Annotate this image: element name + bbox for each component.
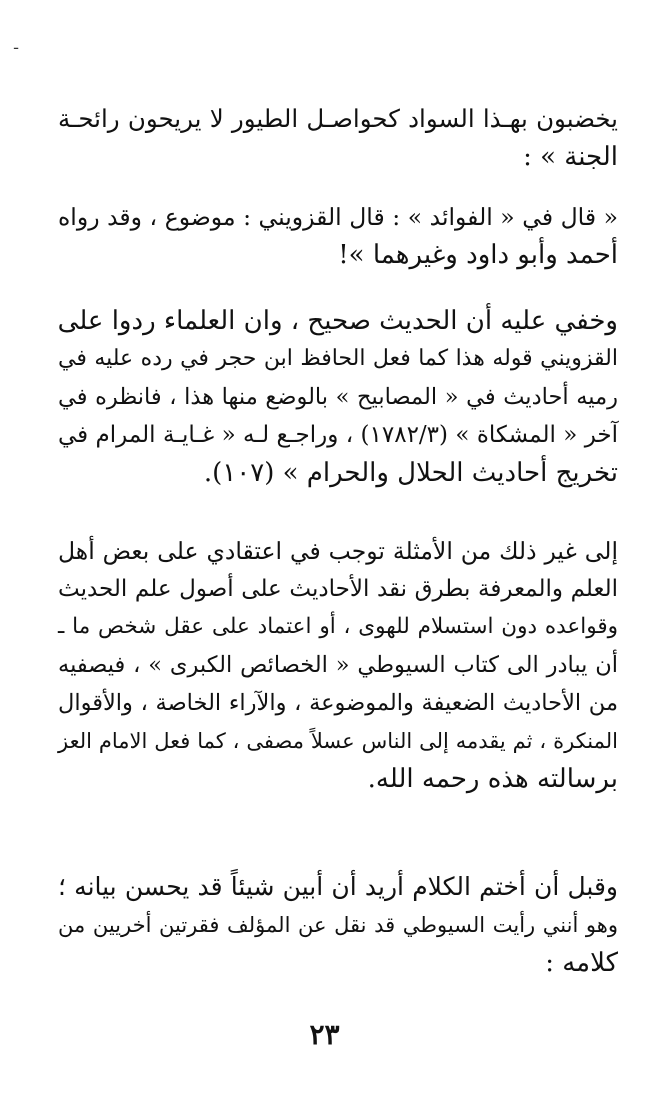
text-line: آخر « المشكاة » (١٧٨٢/٣) ، وراجـع لـه « غـايـة المرام في (58, 422, 618, 448)
text-line: أن يبادر الى كتاب السيوطي « الخصائص الكبرى » ، فيصفيه (58, 652, 618, 678)
text-line: يخضبون بهـذا السواد كحواصـل الطيور لا يريحون رائحـة (58, 104, 618, 133)
text-line: المنكرة ، ثم يقدمه إلى الناس عسلاً مصفى ، كما فعل الامام العز (58, 729, 618, 753)
text-line: تخريج أحاديث الحلال والحرام » (١٠٧). (203, 458, 618, 488)
text-line: « قال في « الفوائد » : قال القزويني : موضوع ، وقد رواه (58, 203, 618, 231)
text-line: الجنة » : (523, 142, 618, 172)
text-line: وخفي عليه أن الحديث صحيح ، وان العلماء ردوا على (57, 306, 618, 336)
paragraph-4 (58, 532, 618, 798)
text-line: العلم والمعرفة بطرق نقد الأحاديث على أصول علم الحديث (58, 576, 618, 602)
paragraph-3 (58, 302, 618, 492)
text-line: برسالته هذه رحمه الله. (367, 764, 618, 794)
text-line: وقبل أن أختم الكلام أريد أن أبين شيئاً قد يحسن بيانه ؛ (58, 872, 619, 901)
text-line: وهو أنني رأيت السيوطي قد نقل عن المؤلف فقرتين أخريين من (58, 913, 618, 937)
text-line: أحمد وأبو داود وغيرهما »! (338, 240, 618, 270)
paragraph-1 (58, 100, 618, 176)
text-line: من الأحاديث الضعيفة والموضوعة ، والآراء الخاصة ، والأقوال (58, 690, 618, 716)
page-number: ٢٣ (309, 1018, 340, 1051)
text-line: وقواعده دون استسلام للهوى ، أو اعتماد على عقل شخص ما ـ (58, 614, 618, 639)
text-line: رميه أحاديث في « المصابيح » بالوضع منها هذا ، فانظره في (58, 384, 618, 410)
text-line: كلامه : (545, 948, 618, 978)
corner-mark: ـ (14, 37, 19, 53)
text-line: إلى غير ذلك من الأمثلة توجب في اعتقادي على بعض أهل (58, 537, 618, 565)
paragraph-5 (58, 868, 618, 982)
text-line: القزويني قوله هذا كما فعل الحافظ ابن حجر في رده عليه في (58, 346, 618, 371)
paragraph-2 (58, 198, 618, 274)
